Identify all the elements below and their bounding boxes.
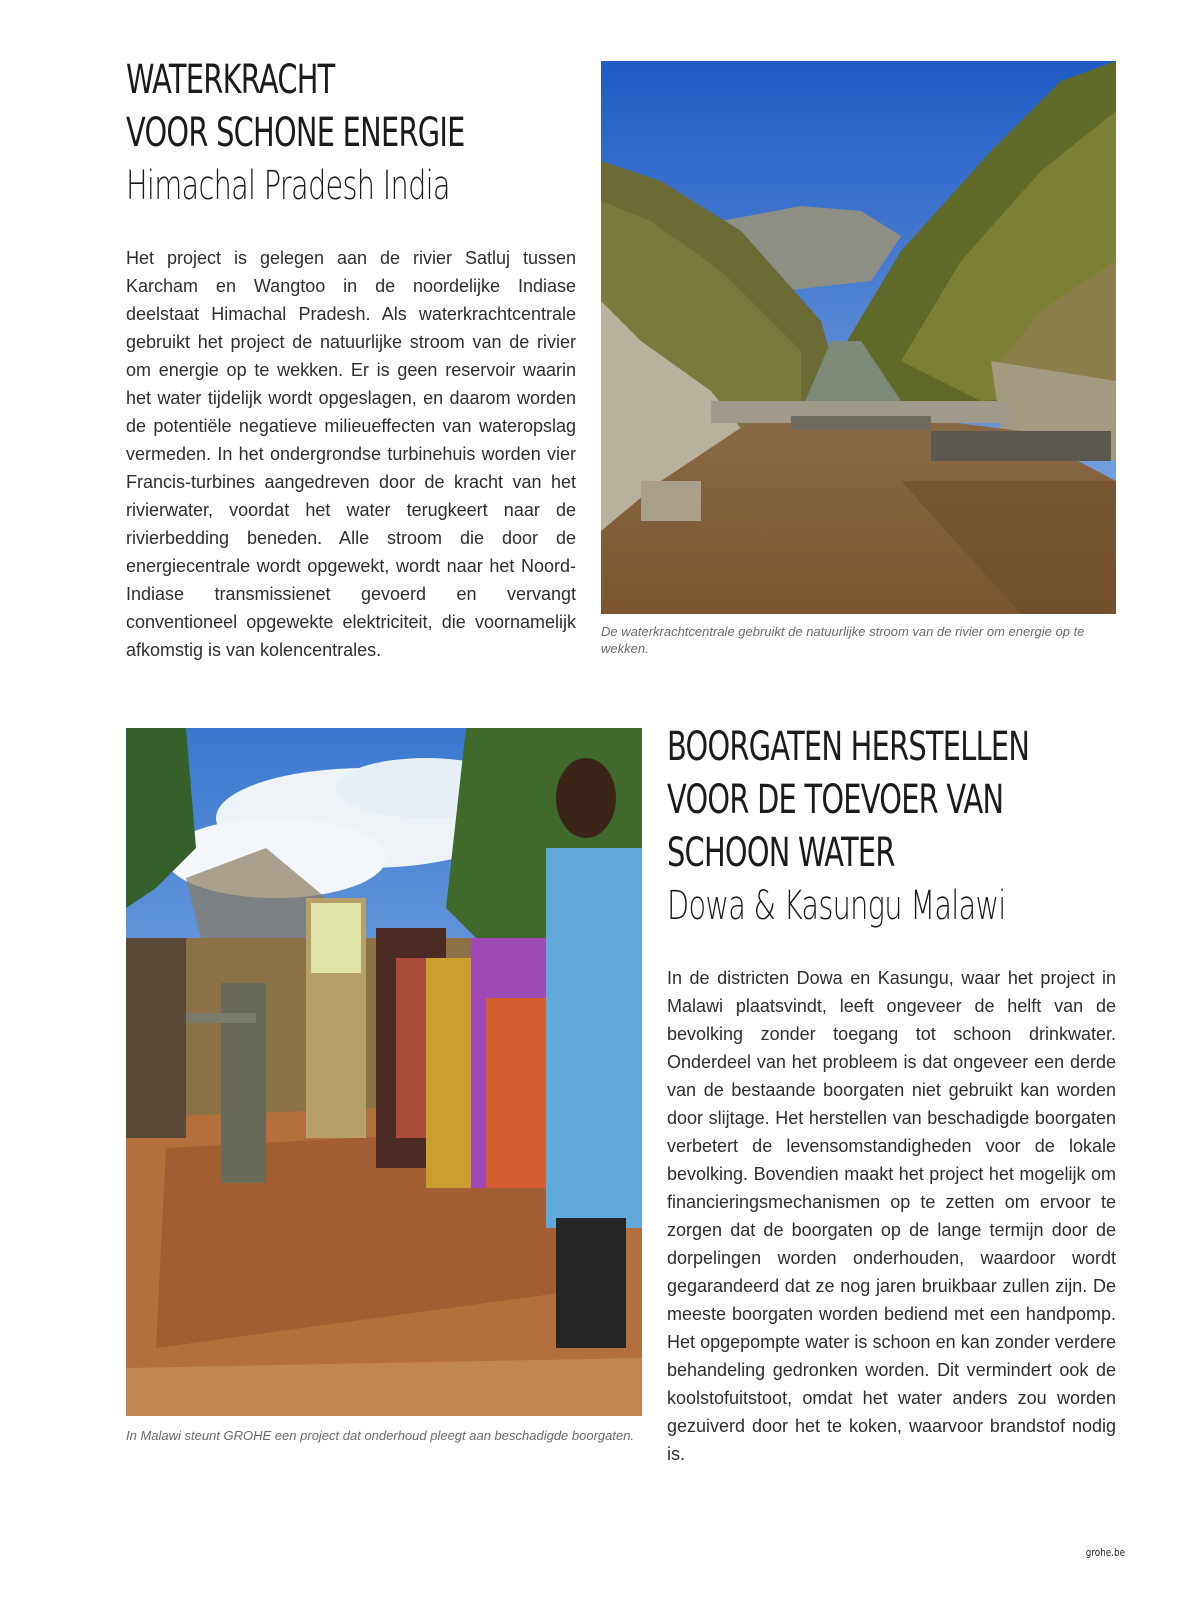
hydropower-photo <box>601 61 1116 614</box>
section1-title-line-2: VOOR SCHONE ENERGIE <box>126 110 465 156</box>
section2-title-line-1: BOORGATEN HERSTELLEN <box>667 724 1030 770</box>
section1-heading <box>126 54 596 213</box>
section1-body: Het project is gelegen aan de rivier Satluj tussen Karcham en Wangtoo in de noordelijke Indiase deelstaat Himachal Pradesh. Als waterkrachtcentrale gebruikt het project de natuurlijke stroom van de rivier om energie op te wekken. Er is geen reservoir waarin het water tijdelijk wordt opgeslagen, en daarom worden de potentiële negatieve milieueffecten van wateropslag vermeden. In het ondergrondse turbinehuis worden vier Francis-turbines aangedreven door de kracht van het rivierwater, voordat het water terugkeert naar de rivierbedding beneden. Alle stroom die door de energiecentrale wordt opgewekt, wordt naar het Noord-Indiase transmissienet gevoerd en vervangt conventioneel opgewekte elektriciteit, die voornamelijk afkomstig is van kolencentrales. <box>126 248 576 660</box>
section1-title-line-1: WATERKRACHT <box>126 57 335 103</box>
section2-title-line-2: VOOR DE TOEVOER VAN <box>667 777 1004 823</box>
section1-subtitle: Himachal Pradesh India <box>126 163 450 209</box>
section2-body: In de districten Dowa en Kasungu, waar het project in Malawi plaatsvindt, leeft ongeveer de helft van de bevolking zonder toegang tot schoon drinkwater. Onderdeel van het probleem is dat ongeveer een derde van de bestaande boorgaten niet gebruikt kan worden door slijtage. Het herstellen van beschadigde boorgaten verbetert de levensomstandigheden voor de lokale bevolking. Bovendien maakt het project het mogelijk om financieringsmechanismen op te zetten om ervoor te zorgen dat de boorgaten op de lange termijn door de dorpelingen worden onderhouden, waardoor wordt gegarandeerd dat ze nog jaren bruikbaar zullen zijn. De meeste boorgaten worden bediend met een handpomp. Het opgepompte water is schoon en kan zonder verdere behandeling gedronken worden. Dit vermindert ook de koolstofuitstoot, omdat het water anders zou worden gezuiverd door het te koken, waarvoor brandstof nodig is. <box>667 968 1116 1464</box>
section2-subtitle: Dowa & Kasungu Malawi <box>667 883 1006 929</box>
section1-caption: De waterkrachtcentrale gebruikt de natuurlijke stroom van de rivier om energie op te wekken. <box>601 624 1085 656</box>
footer-site: grohe.be <box>1085 1546 1125 1559</box>
borehole-photo <box>126 728 642 1416</box>
section2-heading <box>667 721 1170 933</box>
section2-title-line-3: SCHOON WATER <box>667 830 895 876</box>
section2-caption: In Malawi steunt GROHE een project dat onderhoud pleegt aan beschadigde boorgaten. <box>126 1428 635 1443</box>
